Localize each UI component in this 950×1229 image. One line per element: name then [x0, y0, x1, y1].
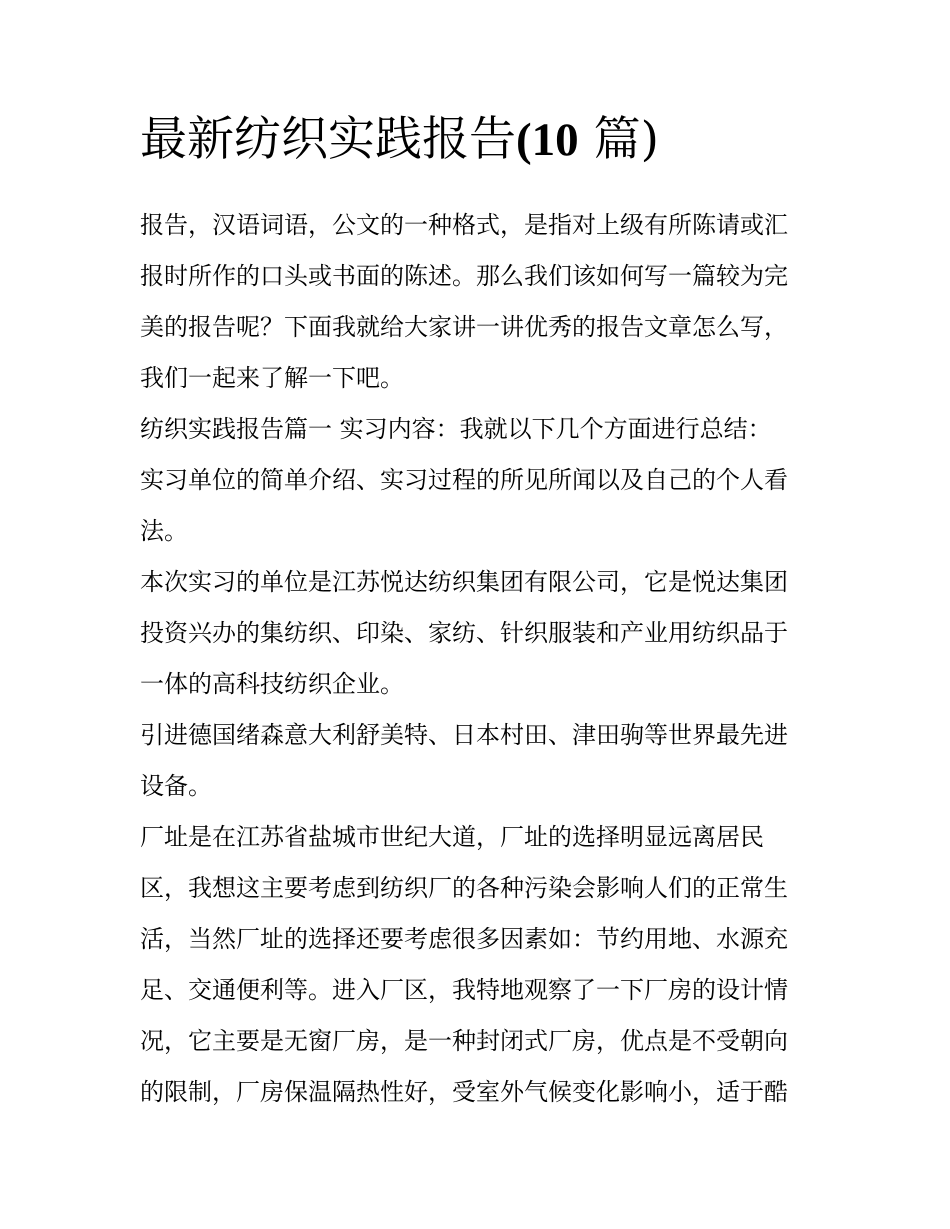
paragraph	[140, 404, 816, 557]
text-line: 投资兴办的集纺织、印染、家纺、针织服装和产业用纺织品于	[140, 619, 788, 647]
text-line: 纺织实践报告篇一 实习内容：我就以下几个方面进行总结：	[140, 415, 772, 443]
paragraph	[140, 557, 816, 710]
text-line: 报告，汉语词语，公文的一种格式，是指对上级有所陈请或汇	[140, 211, 788, 239]
text-line: 的限制，厂房保温隔热性好，受室外气候变化影响小，适于酷	[140, 1078, 788, 1106]
title-text: 最新纺织实践报告	[140, 112, 516, 167]
title-suffix: 篇)	[578, 112, 659, 167]
document-body	[140, 200, 816, 1118]
text-line: 法。	[140, 517, 188, 545]
text-line: 区，我想这主要考虑到纺织厂的各种污染会影响人们的正常生	[140, 874, 788, 902]
document-title	[140, 112, 659, 168]
text-line: 况，它主要是无窗厂房，是一种封闭式厂房，优点是不受朝向	[140, 1027, 788, 1055]
text-line: 实习单位的简单介绍、实习过程的所见所闻以及自己的个人看	[140, 466, 788, 494]
text-line: 厂址是在江苏省盐城市世纪大道，厂址的选择明显远离居民	[140, 823, 764, 851]
text-line: 活，当然厂址的选择还要考虑很多因素如：节约用地、水源充	[140, 925, 788, 953]
paragraph	[140, 710, 816, 812]
text-line: 引进德国绪森意大利舒美特、日本村田、津田驹等世界最先进	[140, 721, 788, 749]
text-line: 我们一起来了解一下吧。	[140, 364, 404, 392]
text-line: 报时所作的口头或书面的陈述。那么我们该如何写一篇较为完	[140, 262, 788, 290]
text-line: 美的报告呢？下面我就给大家讲一讲优秀的报告文章怎么写，	[140, 313, 788, 341]
paragraph	[140, 812, 816, 1118]
paragraph	[140, 200, 816, 404]
title-number: (10	[516, 114, 579, 166]
text-line: 设备。	[140, 772, 212, 800]
text-line: 本次实习的单位是江苏悦达纺织集团有限公司，它是悦达集团	[140, 568, 788, 596]
text-line: 足、交通便利等。进入厂区，我特地观察了一下厂房的设计情	[140, 976, 788, 1004]
text-line: 一体的高科技纺织企业。	[140, 670, 404, 698]
